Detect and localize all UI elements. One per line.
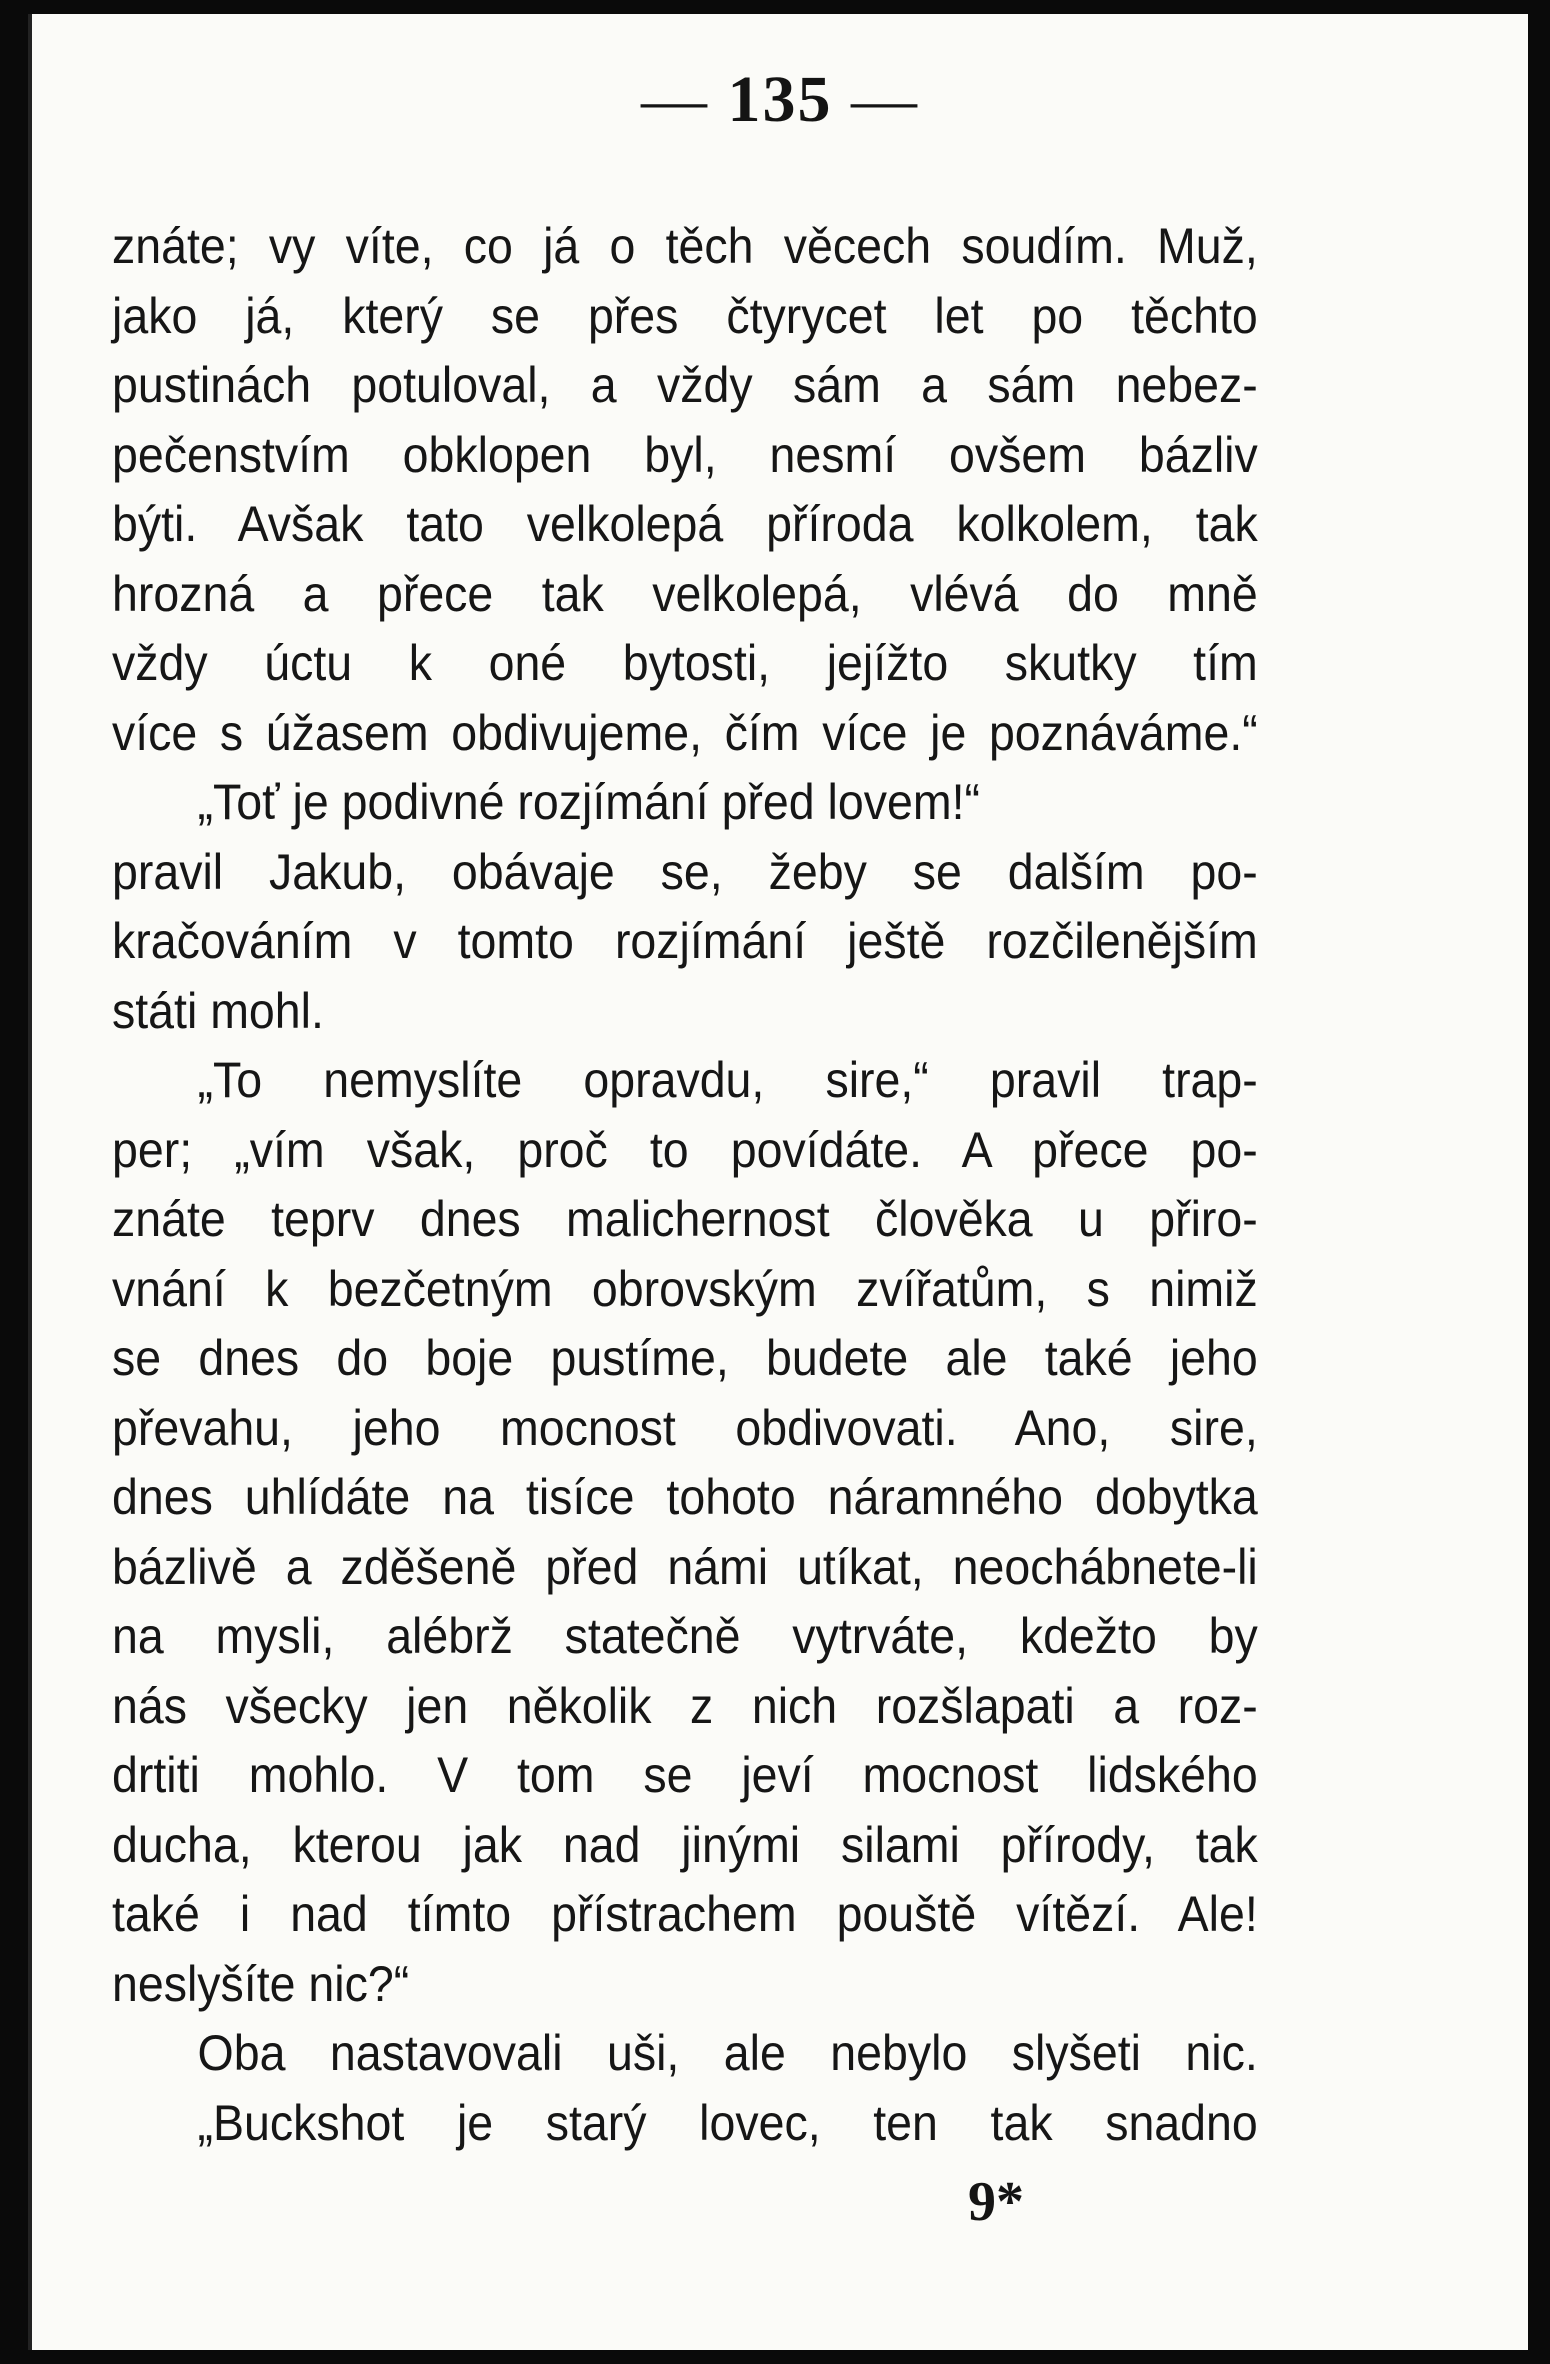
text-line: hrozná a přece tak velkolepá, vlévá do mně bbox=[112, 565, 1258, 622]
text-line: kračováním v tomto rozjímání ještě rozčilenějším bbox=[112, 913, 1258, 969]
book-page bbox=[28, 14, 1528, 2350]
text-line: se dnes do boje pustíme, budete ale také jeho bbox=[112, 1330, 1258, 1386]
text-line: „Buckshot je starý lovec, ten tak snadno bbox=[197, 2094, 1258, 2151]
text-line: více s úžasem obdivujeme, čím více je poznáváme.“ bbox=[112, 704, 1258, 761]
text-line: nás všecky jen několik z nich rozšlapati a roz- bbox=[112, 1677, 1258, 1734]
text-line: znáte; vy víte, co já o těch věcech soudím. Muž, bbox=[112, 218, 1258, 274]
text-line: bázlivě a zděšeně před námi utíkat, neochábnete-li bbox=[112, 1538, 1258, 1595]
text-line: převahu, jeho mocnost obdivovati. Ano, sire, bbox=[112, 1399, 1258, 1456]
text-line: státi mohl. bbox=[112, 982, 324, 1039]
text-line: dnes uhlídáte na tisíce tohoto náramného dobytka bbox=[112, 1469, 1258, 1525]
text-line: Oba nastavovali uši, ale nebylo slyšeti nic. bbox=[197, 2025, 1258, 2081]
text-line: na mysli, alébrž statečně vytrváte, kdežto by bbox=[112, 1608, 1258, 1664]
text-line: „To nemyslíte opravdu, sire,“ pravil trap- bbox=[197, 1052, 1258, 1108]
page-number: 135 bbox=[727, 63, 833, 136]
text-line: pravil Jakub, obávaje se, žeby se dalším po- bbox=[112, 843, 1258, 900]
text-line: „Toť je podivné rozjímání před lovem!“ bbox=[197, 774, 981, 830]
text-line: pustinách potuloval, a vždy sám a sám nebez- bbox=[112, 357, 1258, 413]
text-line: také i nad tímto přístrachem pouště vítězí. Ale! bbox=[112, 1886, 1258, 1942]
text-line: drtiti mohlo. V tom se jeví mocnost lidského bbox=[112, 1747, 1258, 1803]
text-line: per; „vím však, proč to povídáte. A přece po- bbox=[112, 1121, 1258, 1178]
text-line: znáte teprv dnes malichernost člověka u přiro- bbox=[112, 1191, 1258, 1247]
signature-mark: 9* bbox=[968, 2171, 1024, 2233]
text-line: vnání k bezčetným obrovským zvířatům, s nimiž bbox=[112, 1260, 1258, 1317]
text-line: pečenstvím obklopen byl, nesmí ovšem bázliv bbox=[112, 426, 1258, 483]
header-dash-left: — bbox=[641, 63, 709, 136]
text-line: neslyšíte nic?“ bbox=[112, 1955, 410, 2012]
text-line: vždy úctu k oné bytosti, jejížto skutky tím bbox=[112, 635, 1258, 691]
body-text bbox=[112, 212, 1258, 2158]
text-line: jako já, který se přes čtyrycet let po těchto bbox=[112, 287, 1258, 344]
page-header bbox=[32, 62, 1528, 138]
text-line: ducha, kterou jak nad jinými silami přírody, tak bbox=[112, 1816, 1258, 1873]
header-dash-right: — bbox=[851, 63, 919, 136]
text-line: býti. Avšak tato velkolepá příroda kolkolem, tak bbox=[112, 496, 1258, 552]
